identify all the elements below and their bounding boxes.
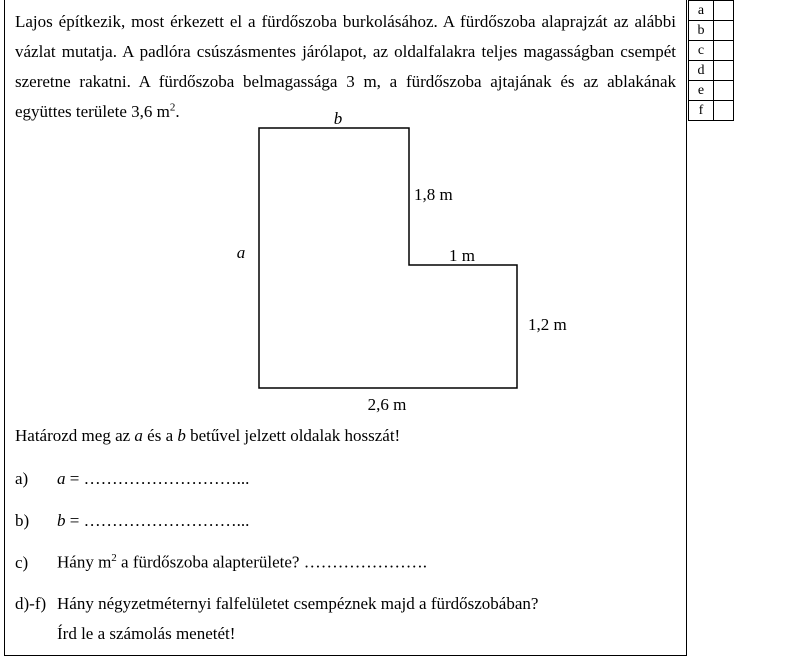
question-c: c) Hány $m^2$ a fürdőszoba alapterülete? …………………. <box>15 552 427 572</box>
label-right-vertical: 1,2 m <box>528 315 567 334</box>
label-b: b <box>333 109 343 128</box>
floor-plan-outline <box>259 128 517 388</box>
grade-letter-b: b <box>689 21 714 41</box>
question-df-label: d)-f) <box>15 594 47 613</box>
question-b: b) b = ………………………... <box>15 511 250 530</box>
label-top-vertical: 1,8 m <box>414 185 453 204</box>
grade-letter-a: a <box>689 1 714 21</box>
question-df-line2: Írd le a számolás menetét! <box>57 624 236 643</box>
label-bottom: 2,6 m <box>367 395 407 414</box>
task-intro: Lajos építkezik, most érkezett el a fürdőszoba burkolásához. A fürdőszoba alaprajzát az alábbi vázlat mutatja. A padlóra csúszásmentes járólapot, az oldalfalakra teljes magasságban csempét szeretne rakatni. A fürdőszoba belmagassága 3 m, a fürdőszoba ajtajának és az ablakának együttes területe 3,6 $m^2$. <box>15 12 676 121</box>
grade-letter-c: c <box>689 41 714 61</box>
question-df-line1: Hány négyzetméternyi falfelületet csempéznek majd a fürdőszobában? <box>57 594 539 613</box>
question-df <box>15 594 538 614</box>
grade-letter-e: e <box>689 81 714 101</box>
question-b-label: b) <box>15 511 30 530</box>
grade-letter-f: f <box>689 101 714 121</box>
instruction: Határozd meg az a és a b betűvel jelzett oldalak hosszát! <box>15 426 401 445</box>
intro-superscript: 2 <box>169 101 176 114</box>
label-a: a <box>236 243 246 262</box>
question-c-label: c) <box>15 552 29 572</box>
question-a: a) a = ………………………... <box>15 469 250 488</box>
question-a-label: a) <box>15 469 29 488</box>
grade-letter-d: d <box>689 61 714 81</box>
label-step: 1 m <box>449 246 475 265</box>
